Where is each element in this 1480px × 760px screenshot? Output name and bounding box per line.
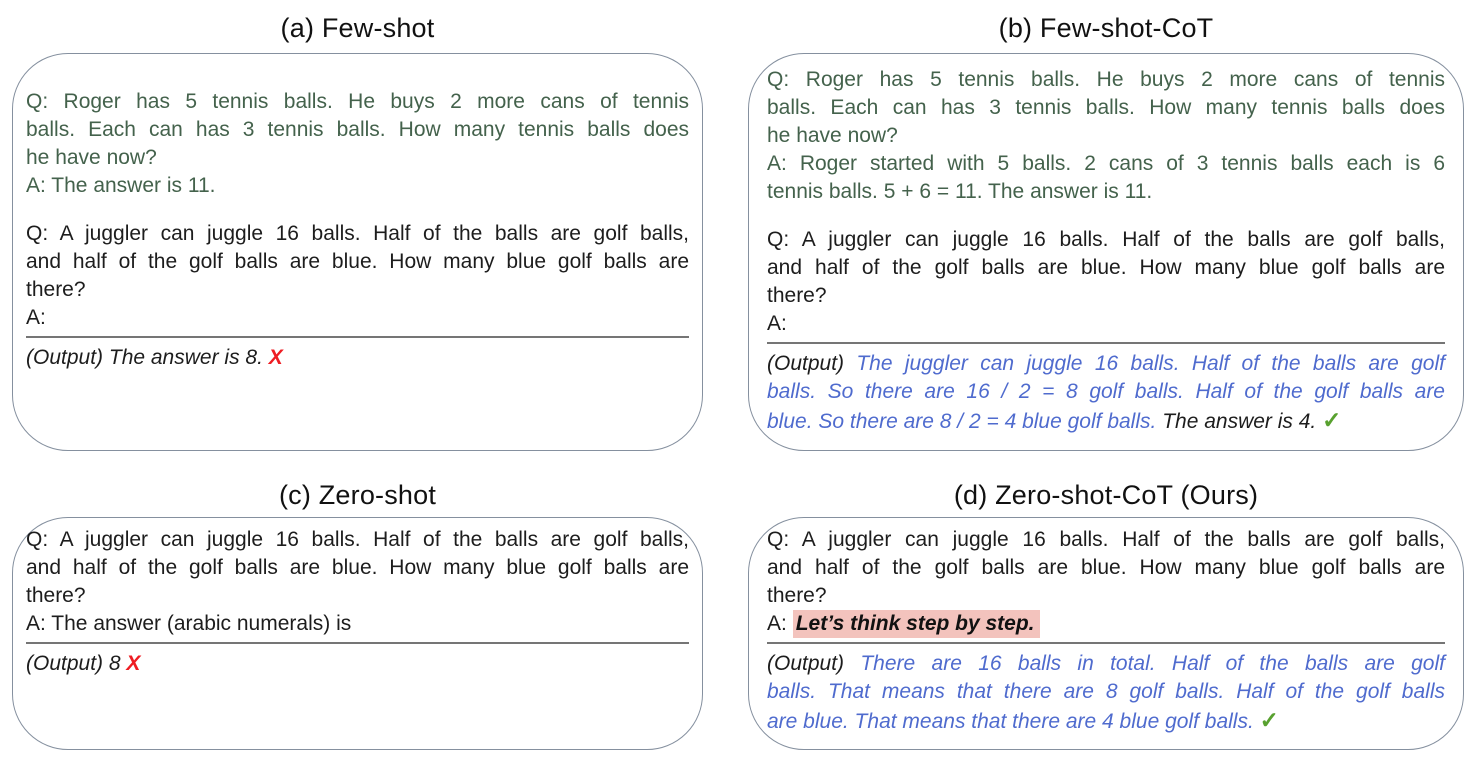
text-line [26,220,689,248]
text-segment: Q: A juggler can juggle 16 balls. Half of the balls are golf balls, [767,228,1445,251]
text-segment: and half of the golf balls are blue. How many blue golf balls are [767,556,1445,579]
text-line [767,706,1445,736]
text-segment: (Output) [767,352,857,375]
prompt-output-divider [767,642,1445,644]
panel-box-zero-shot-cot [748,517,1464,750]
check-icon: ✓ [1322,407,1342,433]
text-segment: The juggler can juggle 16 balls. Half of the balls are golf [856,352,1445,375]
panel-title-zero-shot: (c) Zero-shot [278,480,437,510]
highlighted-instruction: Let’s think step by step. [793,610,1040,638]
text-segment: there? [26,278,86,301]
text-line [767,66,1445,94]
text-line [767,554,1445,582]
text-segment: Q: A juggler can juggle 16 balls. Half of the balls are golf balls, [26,528,689,551]
text-line [767,282,1445,310]
text-segment: he have now? [26,146,157,169]
text-segment: there? [26,584,86,607]
text-line [767,122,1445,150]
text-line [26,88,689,116]
panel-zero-shot [12,480,703,750]
prompt-output-divider [26,642,689,644]
text-segment: (Output) [767,652,861,675]
text-segment: There are 16 balls in total. Half of the balls are golf [860,652,1445,675]
text-line [26,248,689,276]
text-segment: there? [767,284,827,307]
text-segment: Q: Roger has 5 tennis balls. He buys 2 more cans of tennis [26,90,689,113]
text-segment: tennis balls. 5 + 6 = 11. The answer is 11. [767,180,1153,203]
text-line [767,406,1445,436]
text-segment: (Output) The answer is 8. [26,346,269,369]
output-text [767,650,1445,736]
output-text [26,650,689,678]
panel-few-shot [12,8,703,451]
panel-box-few-shot-cot [748,53,1464,451]
output-text [26,344,689,372]
prompt-text [767,526,1445,638]
text-segment: Q: Roger has 5 tennis balls. He buys 2 more cans of tennis [767,68,1445,91]
text-line [767,178,1445,206]
text-line [767,310,1445,338]
paragraph-gap [26,200,689,220]
text-segment: there? [767,584,827,607]
text-segment: A: [767,612,793,635]
text-line [26,304,689,332]
prompt-text [767,66,1445,338]
text-segment: balls. That means that there are 8 golf balls. Half of the golf balls [767,680,1445,703]
text-segment: and half of the golf balls are blue. How many blue golf balls are [26,556,689,579]
panel-title-zero-shot-cot: (d) Zero-shot-CoT (Ours) [953,480,1259,510]
prompt-output-divider [26,336,689,338]
panel-box-few-shot [12,53,703,451]
text-line [767,678,1445,706]
text-segment: blue. So there are 8 / 2 = 4 blue golf balls. [767,410,1163,433]
text-line [26,610,689,638]
text-line [26,582,689,610]
text-segment: and half of the golf balls are blue. How many blue golf balls are [26,250,689,273]
text-segment: Q: A juggler can juggle 16 balls. Half of the balls are golf balls, [767,528,1445,551]
text-line [767,94,1445,122]
text-line [26,144,689,172]
text-line [26,526,689,554]
text-line [26,650,689,678]
text-line [26,276,689,304]
text-line [767,150,1445,178]
text-segment: balls. So there are 16 / 2 = 8 golf balls. Half of the golf balls are [767,380,1445,403]
prompt-text [26,88,689,332]
text-segment: balls. Each can has 3 tennis balls. How many tennis balls does [26,118,689,141]
panel-title-few-shot: (a) Few-shot [280,13,435,43]
text-line [767,582,1445,610]
text-segment: are blue. That means that there are 4 blue golf balls. [767,710,1260,733]
text-line [767,526,1445,554]
panel-box-zero-shot [12,517,703,750]
wrong-x-icon: X [126,652,141,675]
text-line [26,116,689,144]
prompt-text [26,526,689,638]
text-line [767,610,1445,638]
text-line [767,378,1445,406]
text-line [26,172,689,200]
text-line [26,554,689,582]
text-segment: A: Roger started with 5 balls. 2 cans of 3 tennis balls each is 6 [767,152,1445,175]
prompt-output-divider [767,342,1445,344]
text-line [767,650,1445,678]
output-text [767,350,1445,436]
text-segment: Q: A juggler can juggle 16 balls. Half of the balls are golf balls, [26,222,689,245]
text-segment: A: [26,306,46,329]
check-icon: ✓ [1259,707,1279,733]
wrong-x-icon: X [268,346,283,369]
text-line [26,344,689,372]
text-segment: A: The answer is 11. [26,174,216,197]
text-segment: balls. Each can has 3 tennis balls. How many tennis balls does [767,96,1445,119]
text-segment: A: The answer (arabic numerals) is [26,612,352,635]
text-line [767,254,1445,282]
panel-zero-shot-cot [748,480,1464,750]
text-segment: The answer is 4. [1162,410,1323,433]
paragraph-gap [767,206,1445,226]
panel-title-few-shot-cot: (b) Few-shot-CoT [998,13,1214,43]
text-segment: (Output) 8 [26,652,127,675]
text-segment: he have now? [767,124,898,147]
text-segment: A: [767,312,787,335]
text-segment: and half of the golf balls are blue. How many blue golf balls are [767,256,1445,279]
text-line [767,226,1445,254]
text-line [767,350,1445,378]
panel-few-shot-cot [748,8,1464,451]
